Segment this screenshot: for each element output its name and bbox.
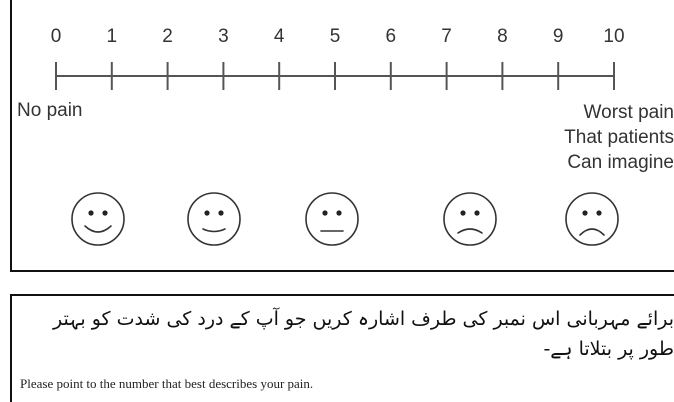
worst-pain-label xyxy=(564,100,674,175)
scale-number-1[interactable]: 1 xyxy=(106,26,118,47)
scale-number-4[interactable]: 4 xyxy=(273,26,285,47)
worst-pain-label-line-1: Worst pain xyxy=(583,102,674,123)
scale-number-2[interactable]: 2 xyxy=(162,26,173,47)
worst-pain-label-line-3: Can imagine xyxy=(567,152,674,173)
slight-smile-face-icon[interactable] xyxy=(188,193,240,245)
neutral-face-icon[interactable] xyxy=(306,193,358,245)
english-instruction-text: Please point to the number that best describes your pain. xyxy=(20,376,314,391)
scale-number-6[interactable]: 6 xyxy=(385,26,397,47)
scale-number-7[interactable]: 7 xyxy=(441,26,452,47)
no-pain-label: No pain xyxy=(17,100,83,121)
scale-number-9[interactable]: 9 xyxy=(552,26,564,47)
worst-pain-label-line-2: That patients xyxy=(564,127,674,148)
scale-number-0[interactable]: 0 xyxy=(50,26,62,47)
scale-number-5[interactable]: 5 xyxy=(329,26,341,47)
scale-number-3[interactable]: 3 xyxy=(218,26,229,47)
instruction-panel xyxy=(10,294,674,402)
sad-face-icon[interactable] xyxy=(566,193,618,245)
urdu-instruction-text: برائے مہربانی اس نمبر کی طرف اشارہ کریں جو آپ کے درد کی شدت کو بہتر طور پر بتلاتا ہے- xyxy=(53,308,674,360)
pain-scale-panel xyxy=(10,0,674,272)
scale-number-8[interactable]: 8 xyxy=(497,26,508,47)
scale-number-10[interactable]: 10 xyxy=(603,26,625,47)
smile-face-icon[interactable] xyxy=(72,193,124,245)
frown-face-icon[interactable] xyxy=(444,193,496,245)
